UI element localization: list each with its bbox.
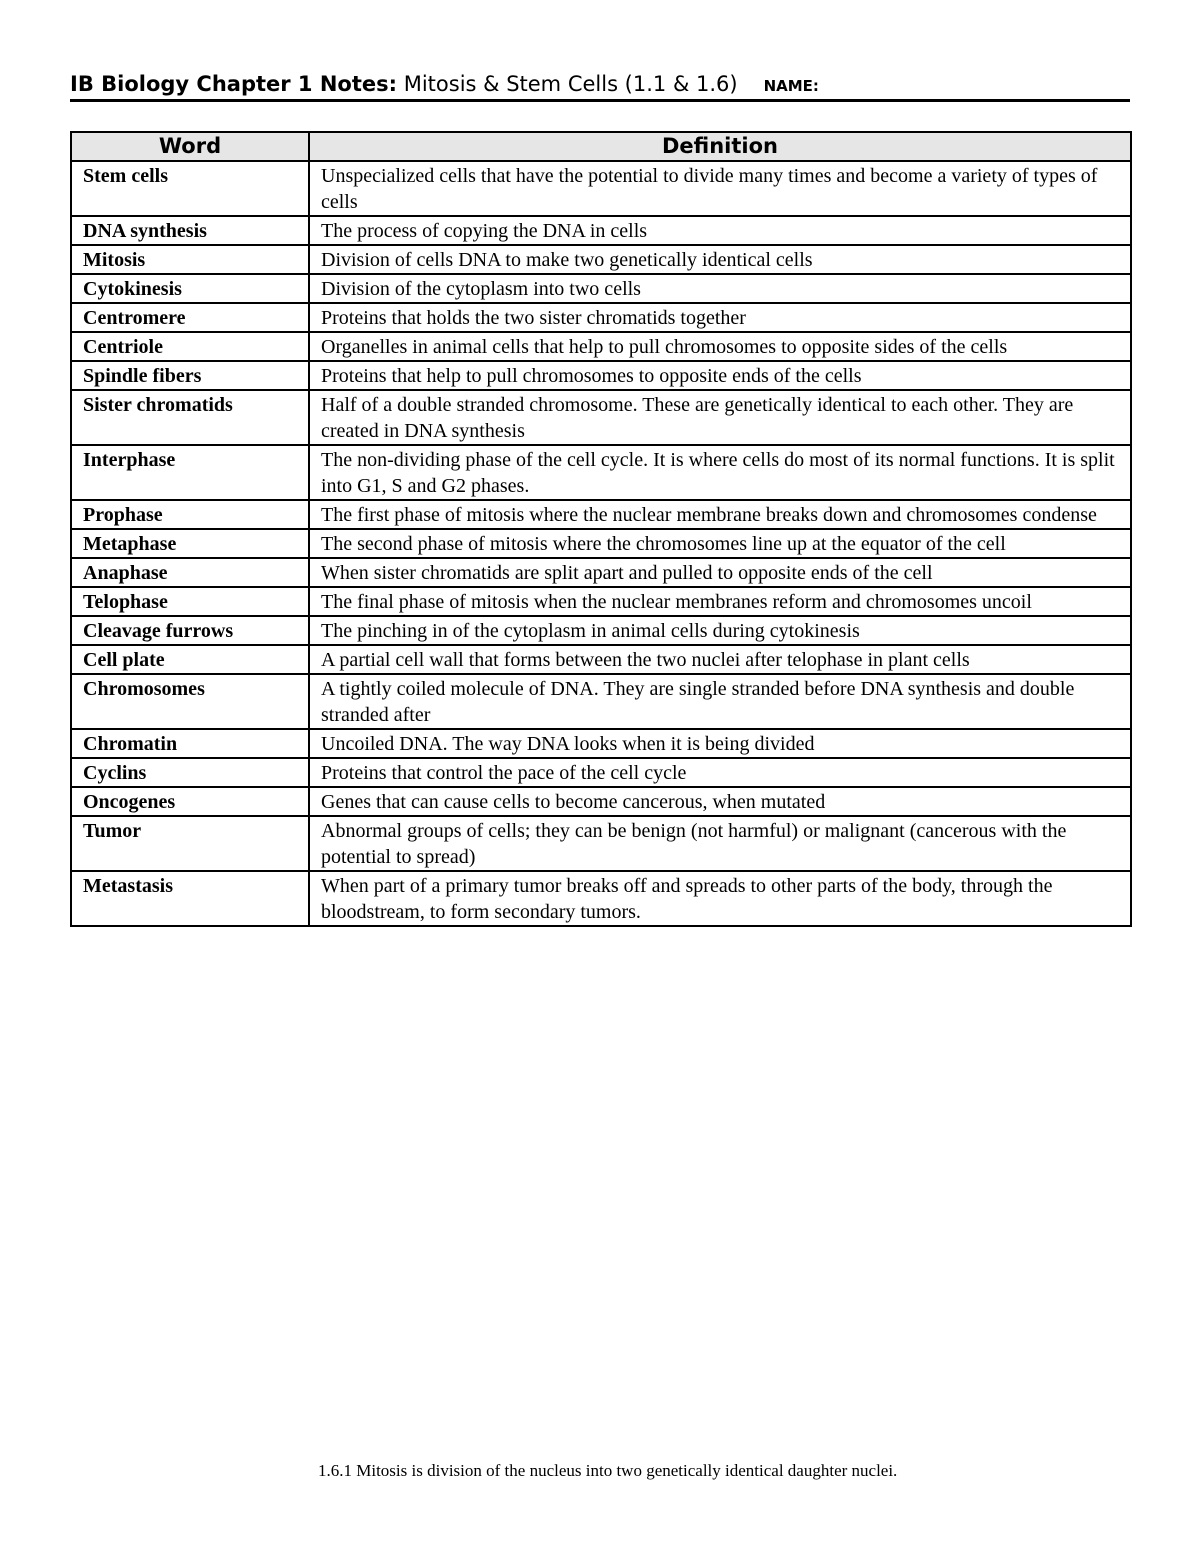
definition-cell: The first phase of mitosis where the nuclear membrane breaks down and chromosomes condense: [309, 500, 1131, 529]
term-cell: Centromere: [71, 303, 309, 332]
table-row: [71, 500, 1131, 529]
definition-cell: Proteins that holds the two sister chromatids together: [309, 303, 1131, 332]
name-label: NAME:: [763, 77, 819, 95]
table-row: [71, 332, 1131, 361]
term-cell: Centriole: [71, 332, 309, 361]
table-row: [71, 245, 1131, 274]
definition-cell: A partial cell wall that forms between the two nuclei after telophase in plant cells: [309, 645, 1131, 674]
term-cell: Tumor: [71, 816, 309, 871]
term-cell: Prophase: [71, 500, 309, 529]
column-header-word: Word: [71, 132, 309, 161]
table-row: [71, 216, 1131, 245]
term-cell: Anaphase: [71, 558, 309, 587]
table-header-row: [71, 132, 1131, 161]
table-row: [71, 729, 1131, 758]
table-row: [71, 616, 1131, 645]
term-cell: Chromosomes: [71, 674, 309, 729]
definition-cell: Half of a double stranded chromosome. These are genetically identical to each other. They are created in DNA synthesis: [309, 390, 1131, 445]
definition-cell: Unspecialized cells that have the potential to divide many times and become a variety of types of cells: [309, 161, 1131, 216]
definition-cell: The second phase of mitosis where the chromosomes line up at the equator of the cell: [309, 529, 1131, 558]
definition-cell: The process of copying the DNA in cells: [309, 216, 1131, 245]
term-cell: Interphase: [71, 445, 309, 500]
definition-cell: The pinching in of the cytoplasm in animal cells during cytokinesis: [309, 616, 1131, 645]
title-bold: IB Biology Chapter 1 Notes:: [70, 72, 398, 96]
definition-cell: Proteins that control the pace of the cell cycle: [309, 758, 1131, 787]
term-cell: Metaphase: [71, 529, 309, 558]
term-cell: Spindle fibers: [71, 361, 309, 390]
definition-cell: Division of cells DNA to make two genetically identical cells: [309, 245, 1131, 274]
definition-cell: Division of the cytoplasm into two cells: [309, 274, 1131, 303]
definition-cell: Genes that can cause cells to become cancerous, when mutated: [309, 787, 1131, 816]
vocabulary-table: [70, 131, 1132, 927]
document-header: [70, 70, 1130, 102]
term-cell: Metastasis: [71, 871, 309, 926]
table-row: [71, 274, 1131, 303]
term-cell: Telophase: [71, 587, 309, 616]
definition-cell: Organelles in animal cells that help to pull chromosomes to opposite sides of the cells: [309, 332, 1131, 361]
term-cell: Cyclins: [71, 758, 309, 787]
definition-cell: Abnormal groups of cells; they can be benign (not harmful) or malignant (cancerous with the potential to spread): [309, 816, 1131, 871]
term-cell: Cell plate: [71, 645, 309, 674]
table-row: [71, 445, 1131, 500]
term-cell: Oncogenes: [71, 787, 309, 816]
title-subtitle: Mitosis & Stem Cells (1.1 & 1.6): [397, 72, 738, 96]
definition-cell: The final phase of mitosis when the nuclear membranes reform and chromosomes uncoil: [309, 587, 1131, 616]
table-row: [71, 361, 1131, 390]
definition-cell: Uncoiled DNA. The way DNA looks when it is being divided: [309, 729, 1131, 758]
definition-cell: When part of a primary tumor breaks off and spreads to other parts of the body, through the bloodstream, to form secondary tumors.: [309, 871, 1131, 926]
table-row: [71, 816, 1131, 871]
table-row: [71, 587, 1131, 616]
table-body: [71, 161, 1131, 926]
definition-cell: When sister chromatids are split apart and pulled to opposite ends of the cell: [309, 558, 1131, 587]
term-cell: Stem cells: [71, 161, 309, 216]
term-cell: Mitosis: [71, 245, 309, 274]
table-row: [71, 558, 1131, 587]
term-cell: DNA synthesis: [71, 216, 309, 245]
table-row: [71, 390, 1131, 445]
term-cell: Cytokinesis: [71, 274, 309, 303]
term-cell: Cleavage furrows: [71, 616, 309, 645]
table-row: [71, 303, 1131, 332]
table-row: [71, 645, 1131, 674]
definition-cell: Proteins that help to pull chromosomes to opposite ends of the cells: [309, 361, 1131, 390]
table-row: [71, 758, 1131, 787]
table-row: [71, 871, 1131, 926]
table-row: [71, 787, 1131, 816]
footer-note: 1.6.1 Mitosis is division of the nucleus into two genetically identical daughter nuclei.: [318, 1461, 898, 1480]
term-cell: Sister chromatids: [71, 390, 309, 445]
table-row: [71, 161, 1131, 216]
column-header-definition: Definition: [309, 132, 1131, 161]
table-row: [71, 674, 1131, 729]
definition-cell: A tightly coiled molecule of DNA. They are single stranded before DNA synthesis and double stranded after: [309, 674, 1131, 729]
definition-cell: The non-dividing phase of the cell cycle. It is where cells do most of its normal functions. It is split into G1, S and G2 phases.: [309, 445, 1131, 500]
term-cell: Chromatin: [71, 729, 309, 758]
table-row: [71, 529, 1131, 558]
